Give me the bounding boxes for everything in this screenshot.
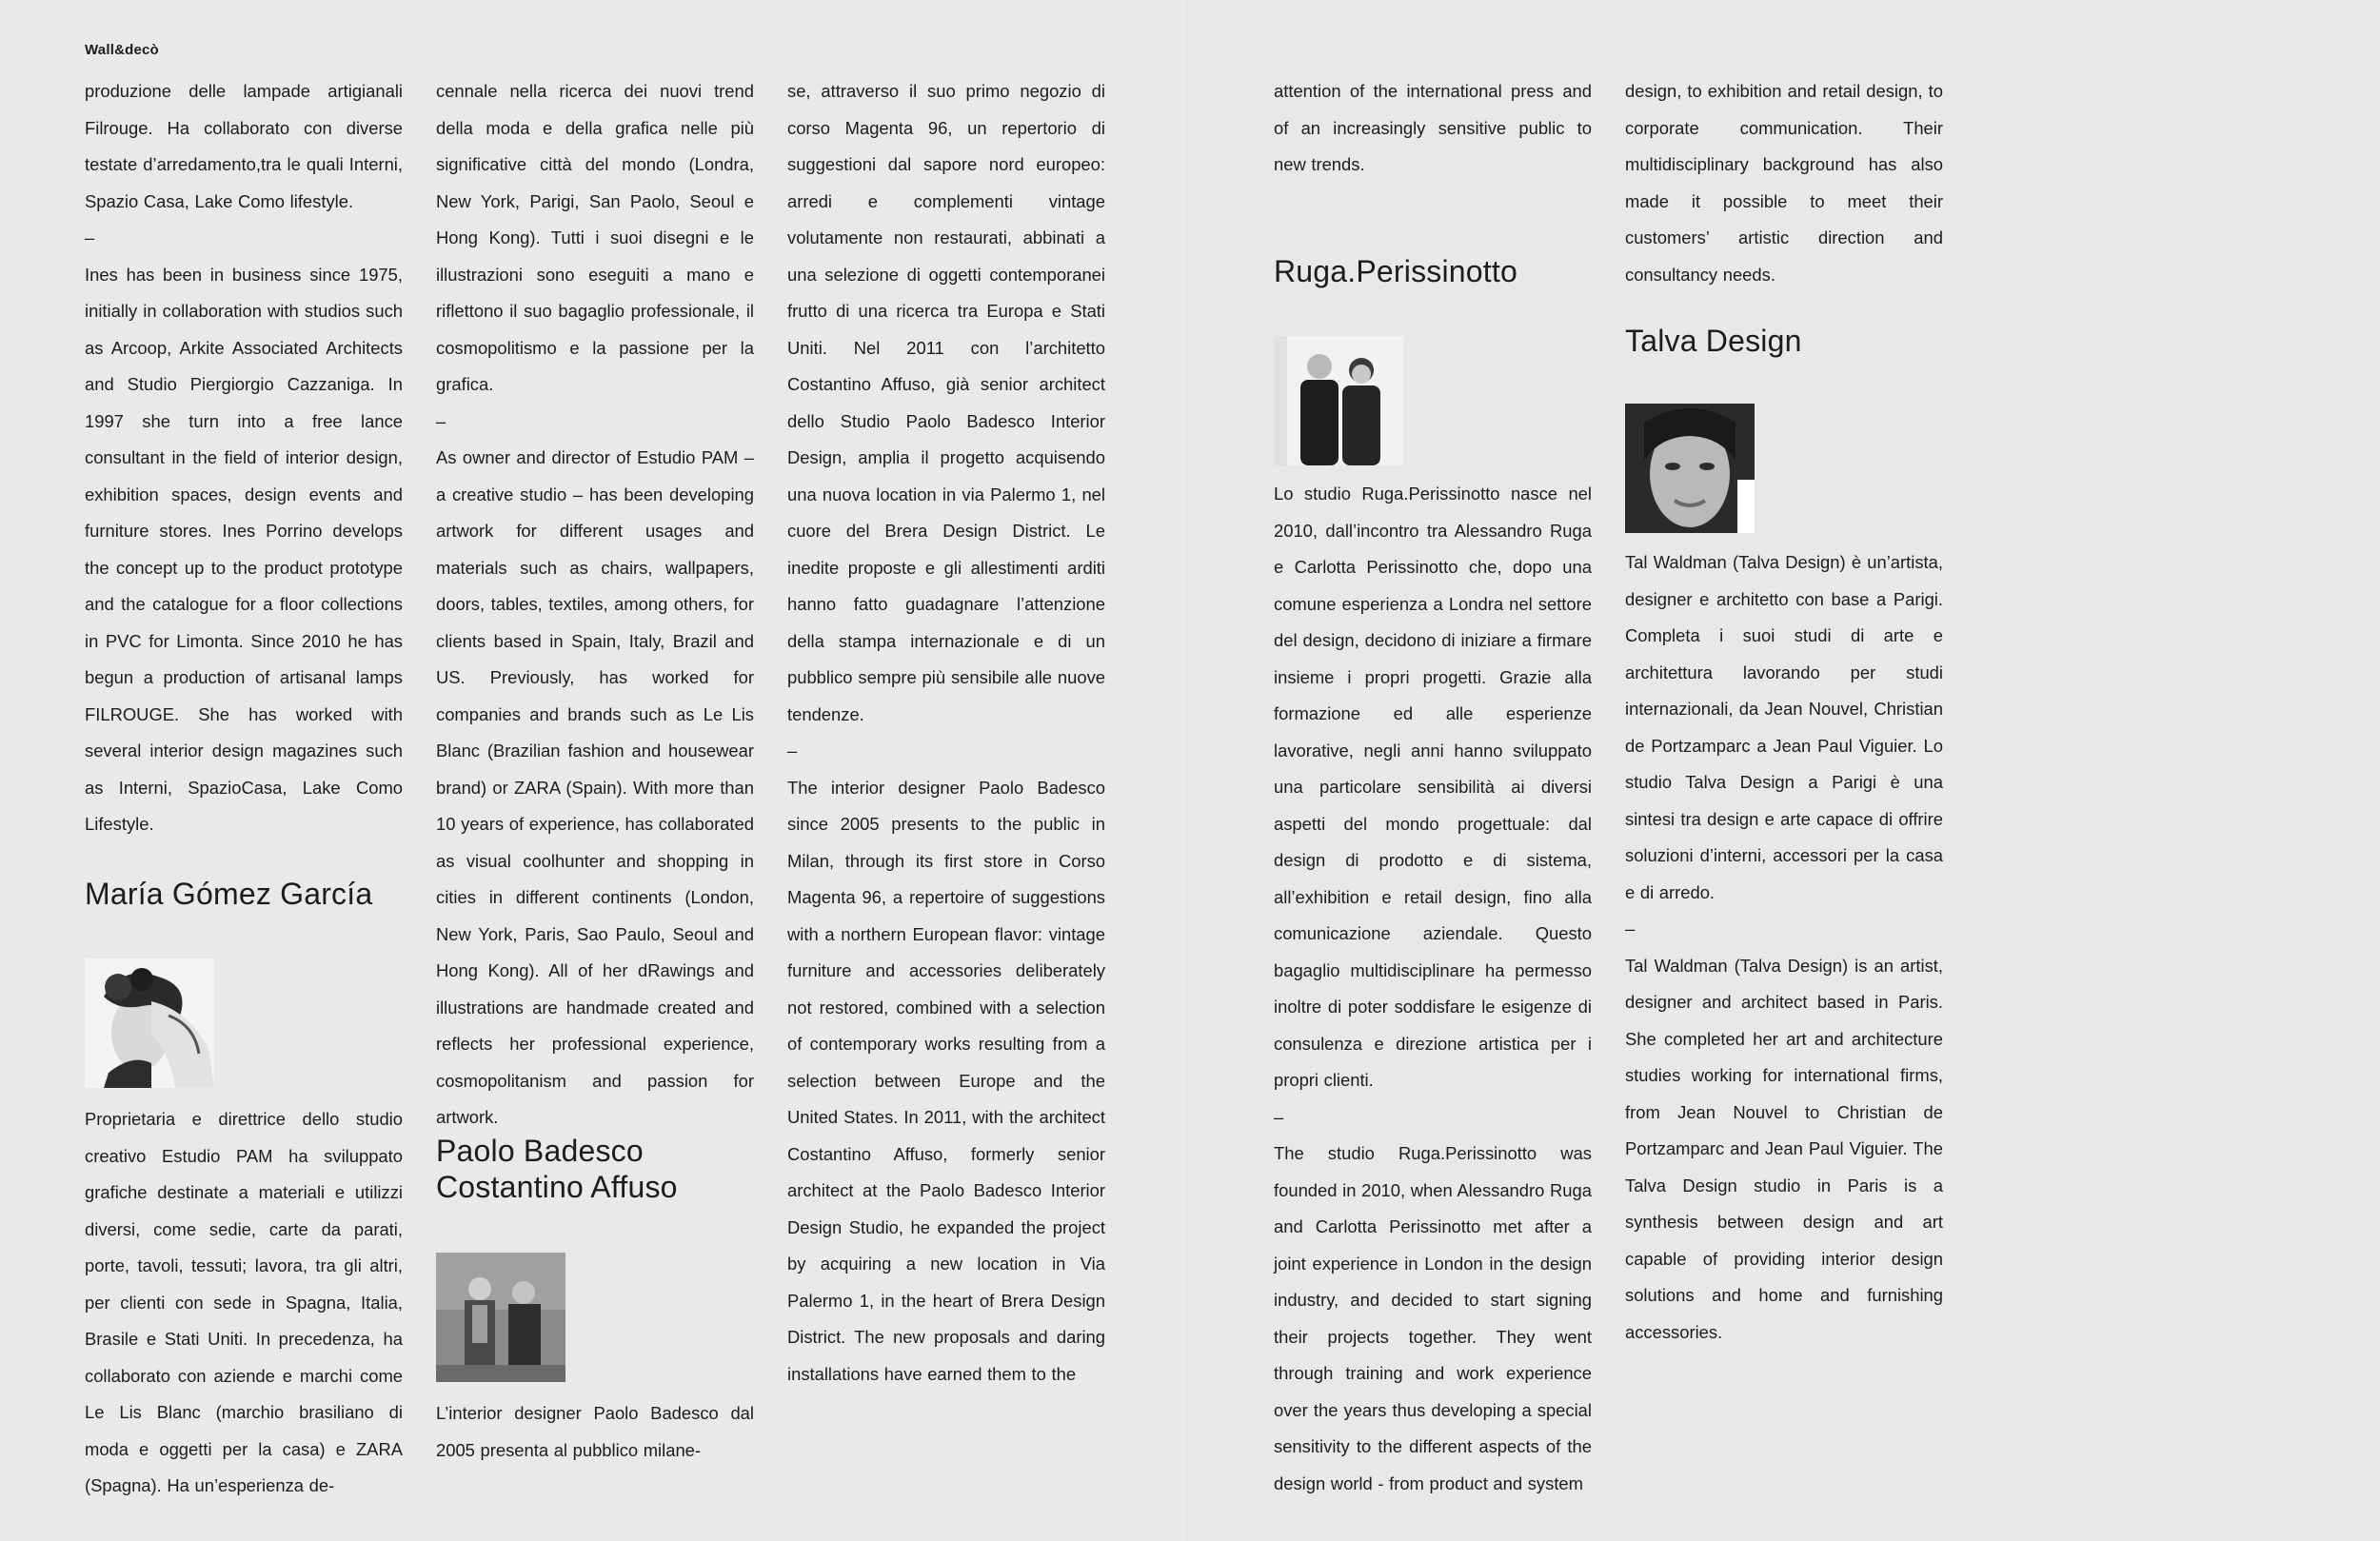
designer-heading-ruga-perissinotto: Ruga.Perissinotto xyxy=(1274,254,1517,288)
column-1 xyxy=(85,73,403,843)
column-1-paragraph-it-maria: Proprietaria e direttrice dello studio creativo Estudio PAM ha sviluppato grafiche destinate a materiali e utilizzi diversi, come sedie, carte da parati, porte, tavoli, tessuti; lavora, tra gli altri, per clienti con sede in Spagna, Italia, Brasile e Stati Uniti. In precedenza, ha collaborato con aziende e marchi come Le Lis Blanc (marchio brasiliano di moda e oggetti per la casa) e ZARA (Spagna). Ha un’esperienza de- xyxy=(85,1109,403,1495)
designer-heading-maria-gomez-garcia: María Gómez García xyxy=(85,877,373,911)
language-separator: – xyxy=(85,227,95,247)
heading-line-costantino-affuso: Costantino Affuso xyxy=(436,1170,678,1204)
column-5-paragraph-it-talva: Tal Waldman (Talva Design) è un’artista, designer e architetto con base a Parigi. Completa i suoi studi di arte e architettura lavorando per studi internazionali, da Jean Nouvel, Christian de Portzamparc a Jean Paul Viguier. Lo studio Talva Design a Parigi è una sintesi tra design e arte capace di offrire soluzioni d’interni, accessori per la casa e di arredo. xyxy=(1625,552,1943,902)
portrait-ruga-perissinotto xyxy=(1274,336,1403,465)
column-4-paragraph-en-ruga: The studio Ruga.Perissinotto was founded in 2010, when Alessandro Ruga and Carlotta Perissinotto met after a joint experience in London in the design industry, and decided to start signing their projects together. They went through training and work experience over the years thus developing a special sensitivity to the different aspects of the design world - from product and system xyxy=(1274,1143,1592,1493)
column-2-bio xyxy=(436,1395,754,1469)
column-3-paragraph-en: The interior designer Paolo Badesco since 2005 presents to the public in Milan, through its first store in Corso Magenta 96, a repertoire of suggestions with a northern European flavor: vintage furniture and accessories deliberately not restored, combined with a selection of contemporary works resulting from a selection between Europe and the United States. In 2011, with the architect Costantino Affuso, formerly senior architect at the Paolo Badesco Interior Design Studio, he expanded the project by acquiring a new location in Via Palermo 1, in the heart of Brera Design District. The new proposals and daring installations have earned them to the xyxy=(787,777,1105,1384)
heading-line-paolo-badesco: Paolo Badesco xyxy=(436,1134,644,1168)
column-2 xyxy=(436,73,754,1136)
column-2-paragraph-en: As owner and director of Estudio PAM – a creative studio – has been developing artwork for different usages and materials such as chairs, wallpapers, doors, tables, textiles, among others, for clients based in Spain, Italy, Brazil and US. Previously, has worked for companies and brands such as Le Lis Blanc (Brazilian fashion and housewear brand) or ZARA (Spain). With more than 10 years of experience, has collaborated as visual coolhunter and shopping in cities in different continents (London, New York, Paris, Sao Paulo, Seoul and Hong Kong). All of her dRawings and illustrations are handmade created and reflects her professional experience, cosmopolitanism and passion for artwork. xyxy=(436,447,754,1127)
column-2-paragraph-it-continued: cennale nella ricerca dei nuovi trend della moda e della grafica nelle più significative città del mondo (Londra, New York, Parigi, San Paolo, Seoul e Hong Kong). Tutti i suoi disegni e le illustrazioni sono eseguiti a mano e riflettono il suo bagaglio professionale, il cosmopolitismo e la passione per la grafica. xyxy=(436,81,754,394)
portrait-paolo-badesco-costantino-affuso xyxy=(436,1253,565,1382)
column-3-paragraph-it: se, attraverso il suo primo negozio di corso Magenta 96, un repertorio di suggestioni dal sapore nord europeo: arredi e complementi vintage volutamente non restaurati, abbinati a una selezione di oggetti contemporanei frutto di una ricerca tra Europa e Stati Uniti. Nel 2011 con l’architetto Costantino Affuso, già senior architect dello Studio Paolo Badesco Interior Design, amplia il progetto acquisendo una nuova location in via Palermo 1, nel cuore del Brera Design District. Le inedite proposte e gli allestimenti arditi hanno fatto guadagnare l’attenzione della stampa internazionale e di un pubblico sempre più sensibile alle nuove tendenze. xyxy=(787,81,1105,724)
column-4 xyxy=(1274,73,1592,184)
language-separator: – xyxy=(1625,919,1636,938)
column-2-paragraph-it-badesco: L’interior designer Paolo Badesco dal 2005 presenta al pubblico milane- xyxy=(436,1403,754,1460)
page-gutter xyxy=(1186,0,1190,1541)
portrait-maria-gomez-garcia xyxy=(85,958,214,1088)
column-4-paragraph-it-ruga: Lo studio Ruga.Perissinotto nasce nel 2010, dall’incontro tra Alessandro Ruga e Carlotta Perissinotto che, dopo una comune esperienza a Londra nel settore del design, decidono di iniziare a firmare insieme i propri progetti. Grazie alla formazione ed alle esperienze lavorative, negli anni hanno sviluppato una particolare sensibilità ai diversi aspetti del mondo progettuale: dal design di prodotto e di sistema, all’exhibition e retail design, fino alla comunicazione aziendale. Questo bagaglio multidisciplinare ha permesso inoltre di poter soddisfare le esigenze di consulenza e direzione artistica per i propri clienti. xyxy=(1274,484,1592,1090)
column-5-bio xyxy=(1625,544,1943,1351)
column-5-paragraph-en-continued: design, to exhibition and retail design, to corporate communication. Their multidisciplinary background has also made it possible to meet their customers’ artistic direction and consultancy needs. xyxy=(1625,81,1943,285)
column-1-paragraph-en: Ines has been in business since 1975, initially in collaboration with studios such as Arcoop, Arkite Associated Architects and Studio Piergiorgio Cazzaniga. In 1997 she turn into a free lance consultant in the field of interior design, exhibition spaces, design events and furniture stores. Ines Porrino develops the concept up to the product prototype and the catalogue for a floor collections in PVC for Limonta. Since 2010 he has begun a production of artisanal lamps FILROUGE. She has worked with several interior design magazines such as Interni, SpazioCasa, Lake Como Lifestyle. xyxy=(85,264,403,834)
column-5 xyxy=(1625,73,1943,293)
column-3 xyxy=(787,73,1105,1393)
column-1-paragraph-it-continued: produzione delle lampade artigianali Filrouge. Ha collaborato con diverse testate d’arredamento,tra le quali Interni, Spazio Casa, Lake Como lifestyle. xyxy=(85,81,403,211)
language-separator: – xyxy=(436,410,446,431)
designer-heading-paolo-badesco-costantino-affuso xyxy=(436,1133,817,1205)
column-1-bio xyxy=(85,1101,403,1505)
magazine-brand: Wall&decò xyxy=(85,42,159,58)
language-separator: – xyxy=(1274,1106,1284,1127)
portrait-talva-design xyxy=(1625,404,1755,533)
column-4-bio xyxy=(1274,476,1592,1502)
designer-heading-talva-design: Talva Design xyxy=(1625,324,1802,358)
language-separator: – xyxy=(787,741,798,761)
column-4-paragraph-en-continued: attention of the international press and of an increasingly sensitive public to new trends. xyxy=(1274,81,1592,174)
column-5-paragraph-en-talva: Tal Waldman (Talva Design) is an artist, designer and architect based in Paris. She completed her art and architecture studies working for international firms, from Jean Nouvel to Christian de Portzamparc and Jean Paul Viguier. The Talva Design studio in Paris is a synthesis between design and art capable of providing interior design solutions and home and furnishing accessories. xyxy=(1625,955,1943,1342)
